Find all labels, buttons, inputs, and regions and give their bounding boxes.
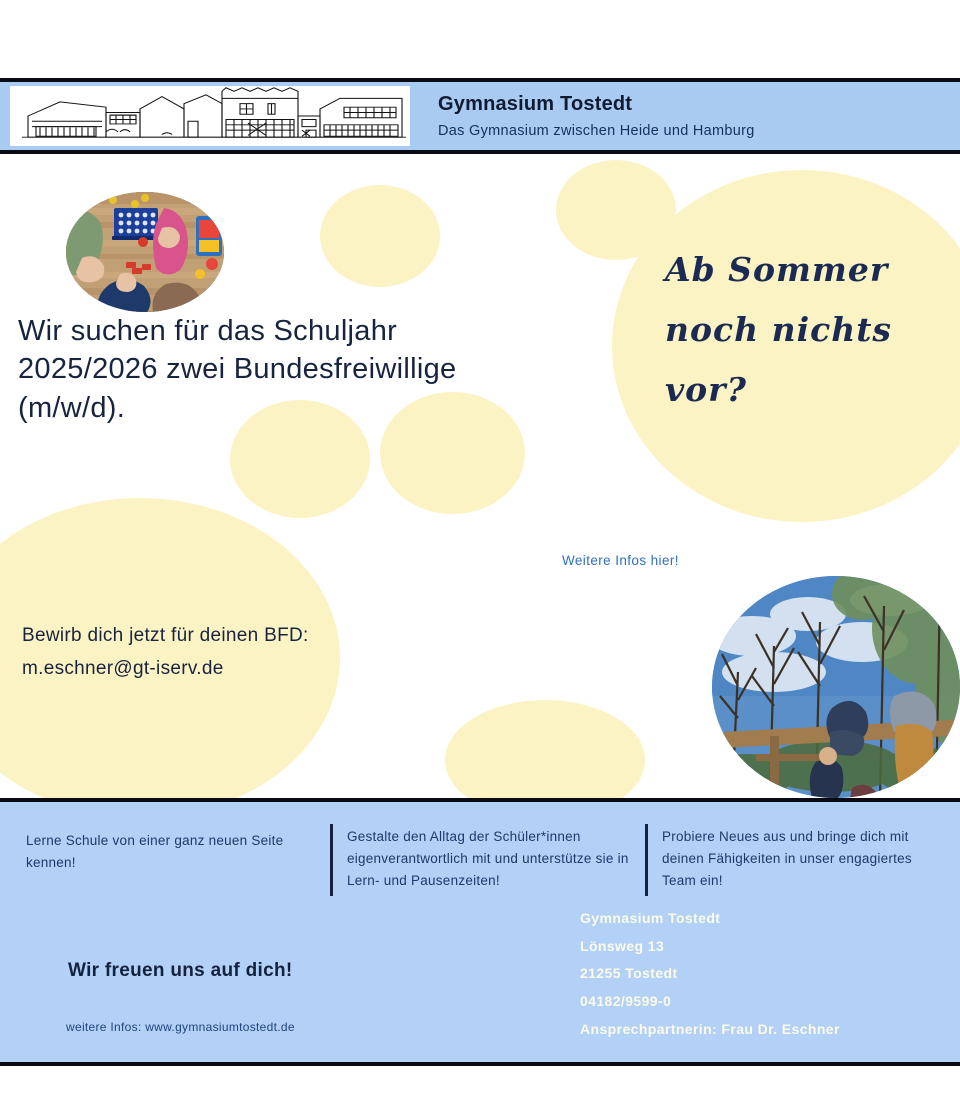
page-headline [18,312,598,427]
headline-line-3: (m/w/d). [18,391,126,424]
page-header [0,78,960,154]
decorative-circle-top-left [320,185,440,287]
benefits-list [0,824,960,896]
script-line-1: Ab Sommer [665,250,889,289]
apply-email[interactable]: m.eschner@gt-iserv.de [22,657,224,679]
contact-phone: 04182/9599-0 [580,993,672,1010]
decorative-circle-top-right [556,160,676,260]
script-line-3: vor? [665,370,747,410]
contact-name: Gymnasium Tostedt [580,910,721,926]
headline-line-1: Wir suchen für das Schuljahr [18,315,398,347]
apply-prompt: Bewirb dich jetzt für deinen BFD: [22,625,309,646]
header-title-block [410,82,960,150]
benefit-item-2: Gestalte den Alltag der Schüler*innen eigenverantwortlich mit und unterstütze sie in Lern- und Pausenzeiten! [330,824,645,896]
school-building-icon [10,86,410,146]
headline-line-2: 2025/2026 zwei Bundesfreiwillige [18,353,457,386]
school-tagline: Das Gymnasium zwischen Heide und Hamburg [438,122,755,139]
apply-block [22,620,309,685]
script-line-2: noch nichts [665,310,893,350]
website-info[interactable]: weitere Infos: www.gymnasiumtostedt.de [66,1020,295,1034]
contact-city: 21255 Tostedt [580,965,678,982]
benefit-item-1: Lerne Schule von einer ganz neuen Seite kennen! [26,833,284,870]
children-playing-photo [66,192,224,312]
contact-person: Ansprechpartnerin: Frau Dr. Eschner [580,1020,840,1037]
weitere-infos-link[interactable]: Weitere Infos hier! [562,553,679,568]
benefit-item-3: Probiere Neues aus und bringe dich mit deinen Fähigkeiten in unser engagiertes Team ein! [645,824,960,896]
contact-block [580,905,840,1044]
page-footer [0,798,960,1066]
contact-street: Lönsweg 13 [580,937,665,954]
outdoor-activity-photo [712,576,960,798]
school-name: Gymnasium Tostedt [438,92,633,115]
cheer-text: Wir freuen uns auf dich! [68,960,293,981]
script-question [665,240,955,420]
